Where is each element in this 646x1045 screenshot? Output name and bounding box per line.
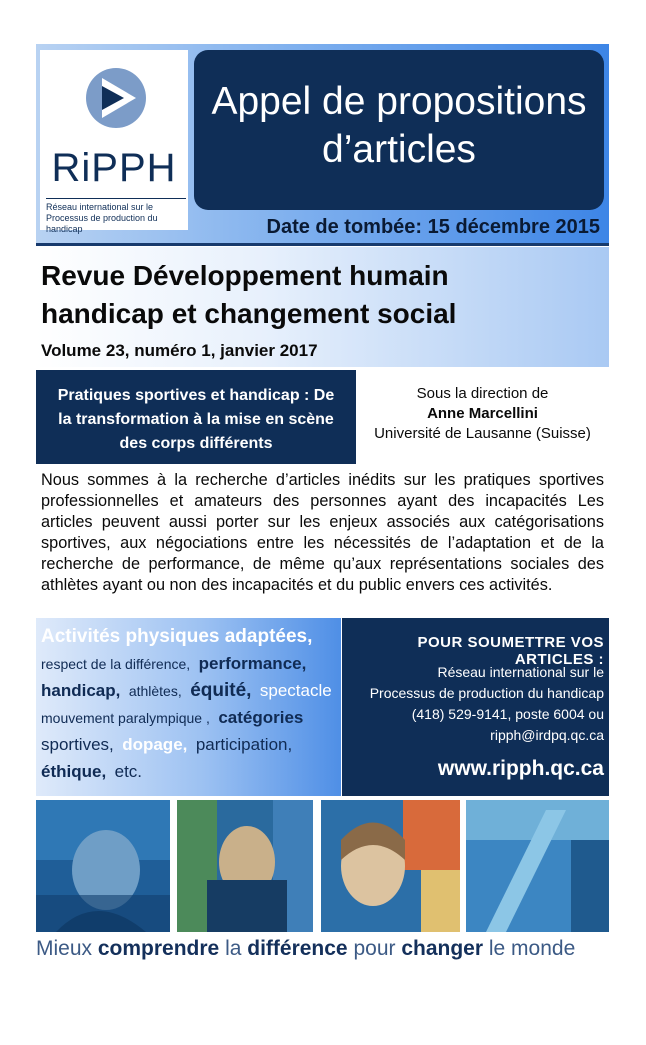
journal-title (41, 257, 601, 333)
tagline-part: la (219, 937, 248, 960)
logo-subtitle-line1: Réseau international sur le (46, 202, 154, 212)
call-title-box (194, 50, 604, 210)
divider (36, 243, 609, 246)
tagline-part: Mieux (36, 937, 98, 960)
tagline-part: différence (247, 937, 348, 960)
keyword: dopage, (122, 735, 188, 754)
tagline (36, 937, 575, 961)
theme-line1: Pratiques sportives et handicap : De (57, 387, 335, 404)
tagline-part: comprendre (97, 937, 220, 960)
tagline-part: le monde (483, 937, 576, 960)
keyword: sportives, (41, 735, 114, 754)
keyword: éthique, (41, 762, 107, 781)
keyword: Activités physiques adaptées, (41, 626, 313, 647)
editor-label: Sous la direction de (416, 385, 549, 402)
journal-volume: Volume 23, numéro 1, janvier 2017 (41, 341, 318, 360)
website-link[interactable]: www.ripph.qc.ca (437, 757, 604, 780)
ripph-logo (40, 50, 188, 234)
tagline-part: pour (347, 937, 402, 960)
keyword: mouvement paralympique , (41, 710, 210, 726)
theme-box (36, 370, 356, 464)
editor-name: Anne Marcellini (427, 405, 538, 422)
keyword: handicap, (41, 681, 121, 700)
submit-line2: Processus de production du handicap (369, 685, 604, 701)
keyword: catégories (218, 708, 304, 727)
submit-line1: Réseau international sur le (437, 664, 604, 680)
logo-subtitle-line2: Processus de production du handicap (46, 213, 158, 234)
photo-child (321, 800, 460, 932)
photo-sport (466, 800, 609, 932)
submit-heading: POUR SOUMETTRE VOS ARTICLES : (417, 634, 604, 668)
keyword: athlètes, (128, 683, 182, 699)
journal-title-line1: Revue Développement humain (41, 260, 449, 291)
keyword: etc. (114, 762, 143, 781)
call-title-line2: d’articles (322, 128, 476, 171)
call-description: Nous sommes à la recherche d’articles inédits sur les pratiques sportives professionnelles et amateurs des personnes ayant des incapacités Les articles peuvent aussi porter sur les enjeux associés aux catégorisations sportives, aux négociations entre les nécessités de l’adaptation et de la recherche de performance, de même qu’aux représentations sociales des athlètes ayant ou non des incapacités et du public envers ces activités. (41, 471, 604, 594)
photo-athlete-1 (36, 800, 170, 932)
editor-affiliation: Université de Lausanne (Suisse) (374, 425, 591, 442)
tagline-part: changer (401, 937, 484, 960)
journal-title-line2: handicap et changement social (41, 298, 457, 329)
theme-line2: la transformation à la mise en scène (58, 411, 334, 428)
submit-email[interactable]: ripph@irdpq.qc.ca (490, 727, 604, 743)
logo-divider (46, 198, 186, 199)
call-title-line1: Appel de propositions (211, 80, 587, 123)
keyword: équité, (190, 680, 252, 701)
submit-contact (352, 662, 604, 746)
deadline: Date de tombée: 15 décembre 2015 (266, 216, 600, 238)
photo-athlete-2 (177, 800, 313, 932)
submit-line3: (418) 529-9141, poste 6004 ou (411, 706, 604, 722)
keyword: participation, (195, 735, 293, 754)
keyword: spectacle (259, 681, 332, 700)
keyword: respect de la différence, (41, 656, 191, 672)
logo-name: RiPPH (51, 146, 177, 190)
keywords (41, 624, 341, 786)
keyword: performance, (198, 654, 307, 673)
editor-info (360, 384, 605, 444)
theme-line3: des corps différents (119, 435, 273, 452)
